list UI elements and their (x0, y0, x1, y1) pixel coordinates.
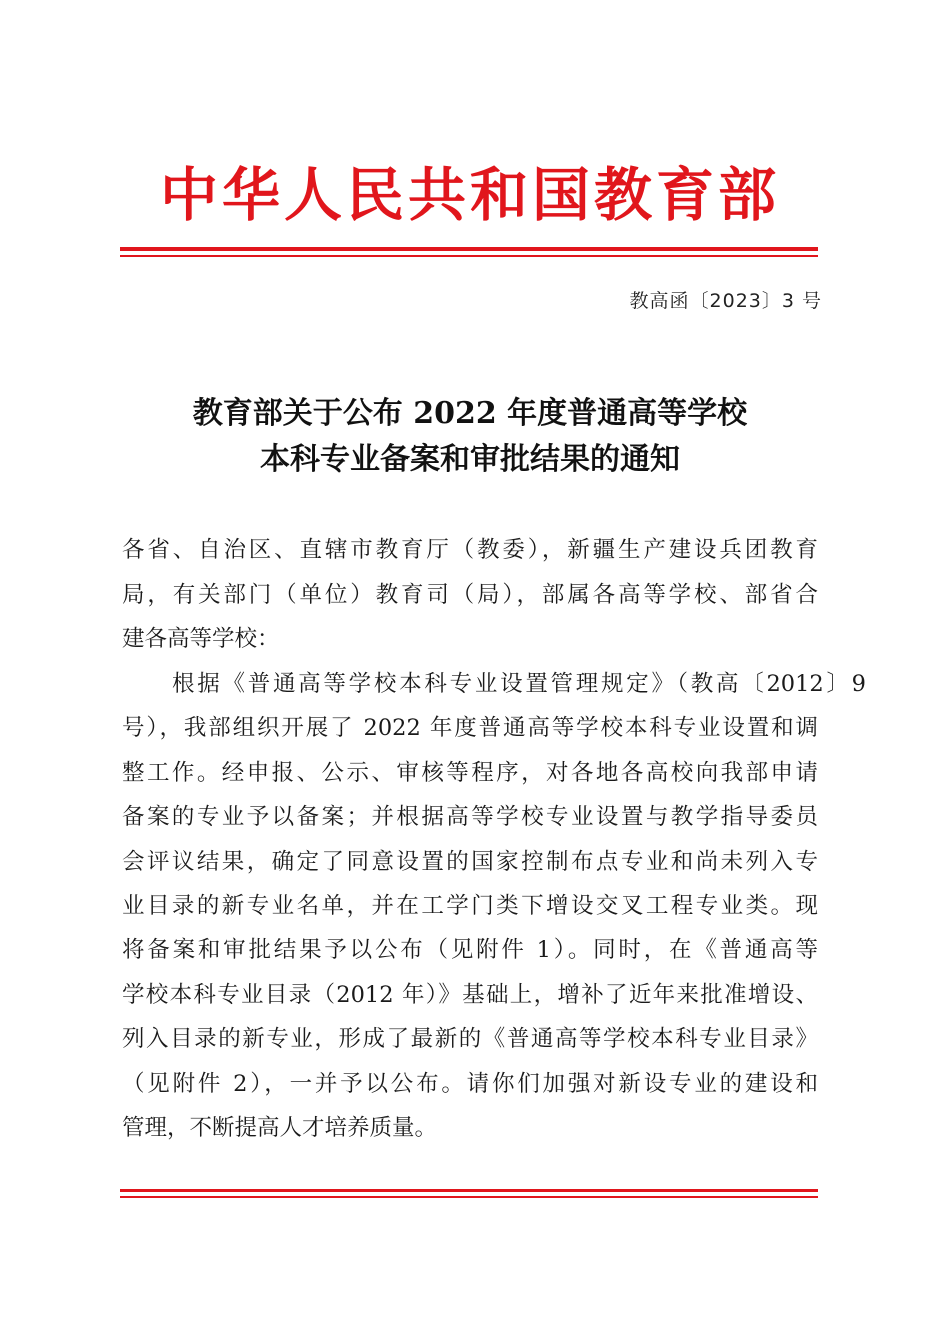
body-line: （见附件 2），一并予以公布。请你们加强对新设专业的建设和 (122, 1071, 818, 1097)
header-red-rule-thick (120, 247, 818, 251)
document-title-line-1: 教育部关于公布 2022 年度普通高等学校 (192, 396, 748, 431)
footer-red-rule-thin (120, 1196, 818, 1198)
document-number: 教高函〔2023〕3 号 (629, 290, 822, 312)
body-line: 备案的专业予以备案；并根据高等学校专业设置与教学指导委员 (122, 804, 818, 830)
document-title-line-2: 本科专业备案和审批结果的通知 (260, 442, 680, 477)
body-line: 建各高等学校： (122, 626, 280, 652)
body-line: 根据《普通高等学校本科专业设置管理规定》（教高〔2012〕9 (172, 671, 866, 697)
body-line: 学校本科专业目录（2012 年）》基础上，增补了近年来批准增设、 (122, 982, 818, 1008)
body-line: 会评议结果，确定了同意设置的国家控制布点专业和尚未列入专 (122, 849, 818, 875)
body-line: 号），我部组织开展了 2022 年度普通高等学校本科专业设置和调 (122, 715, 818, 741)
body-line: 各省、自治区、直辖市教育厅（教委），新疆生产建设兵团教育 (122, 537, 818, 563)
body-line: 管理，不断提高人才培养质量。 (122, 1115, 438, 1141)
body-line: 列入目录的新专业，形成了最新的《普通高等学校本科专业目录》 (122, 1026, 818, 1052)
body-line: 业目录的新专业名单，并在工学门类下增设交叉工程专业类。现 (122, 893, 818, 919)
header-red-rule-thin (120, 255, 818, 257)
footer-red-rule-thick (120, 1189, 818, 1192)
body-line: 将备案和审批结果予以公布（见附件 1）。同时，在《普通高等 (122, 937, 818, 963)
body-line: 整工作。经申报、公示、审核等程序，对各地各高校向我部申请 (122, 760, 818, 786)
body-line: 局，有关部门（单位）教育司（局），部属各高等学校、部省合 (122, 582, 818, 608)
issuer-heading: 中华人民共和国教育部 (159, 161, 780, 229)
